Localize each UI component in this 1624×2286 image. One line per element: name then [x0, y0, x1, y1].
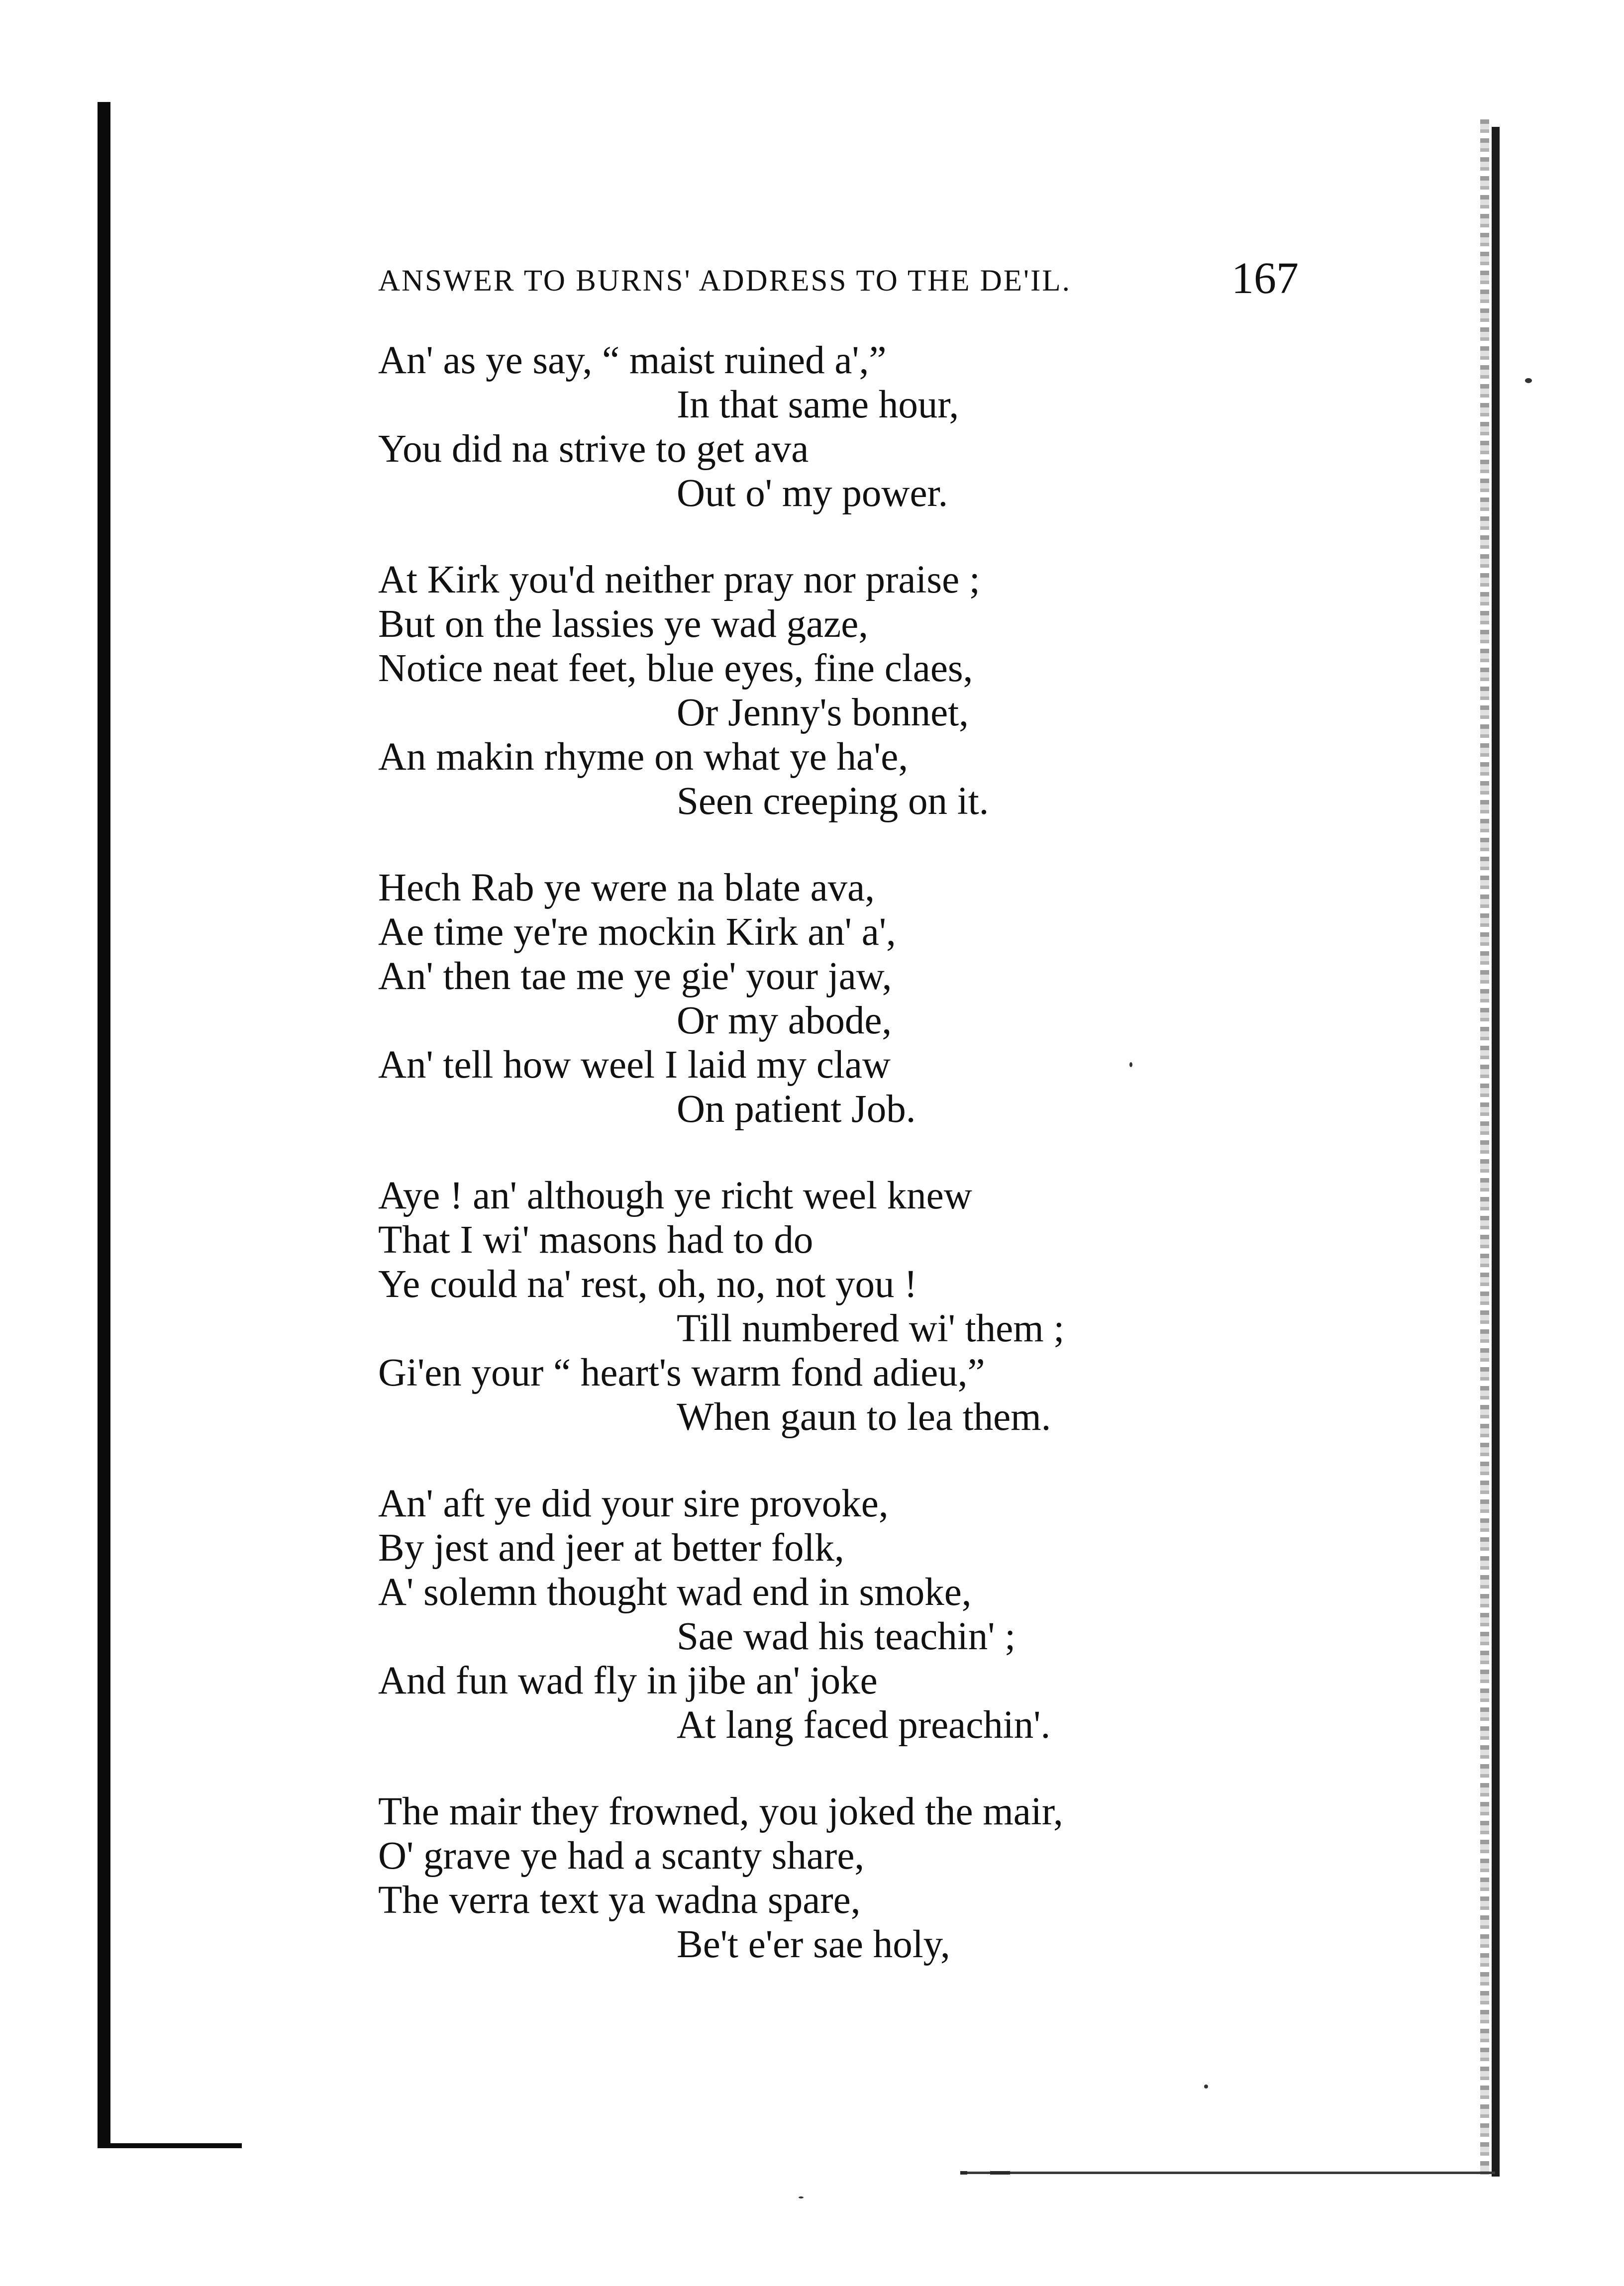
stanza: [378, 1174, 1473, 1439]
stanza: [378, 558, 1473, 823]
stanza: [378, 866, 1473, 1131]
poem-line: And fun wad fly in jibe an' joke: [378, 1659, 878, 1702]
poem-line: Ye could na' rest, oh, no, not you !: [378, 1263, 917, 1306]
poem-line: Sae wad his teachin' ;: [677, 1615, 1016, 1658]
poem-line: Be't e'er sae holy,: [677, 1923, 950, 1966]
page-gutter-shadow: [1480, 119, 1489, 2179]
poem-line: Seen creeping on it.: [677, 780, 989, 823]
poem-line: An makin rhyme on what ye ha'e,: [378, 735, 909, 779]
poem-line: Or Jenny's bonnet,: [677, 691, 969, 734]
poem-line: Notice neat feet, blue eyes, fine claes,: [378, 647, 973, 690]
poem-line: When gaun to lea them.: [677, 1395, 1051, 1439]
poem-line: Till numbered wi' them ;: [677, 1307, 1065, 1350]
print-speck: [1204, 2085, 1208, 2088]
page-number: 167: [1231, 254, 1299, 303]
poem-line: An' tell how weel I laid my claw: [378, 1043, 891, 1087]
poem-line: O' grave ye had a scanty share,: [378, 1834, 865, 1878]
poem-line: At Kirk you'd neither pray nor praise ;: [378, 558, 980, 601]
poem-line: The verra text ya wadna spare,: [378, 1879, 861, 1922]
poem-line: Out o' my power.: [677, 472, 948, 515]
poem-line: You did na strive to get ava: [378, 427, 809, 471]
page-edge-bottom-rule: [963, 2172, 1495, 2174]
poem-line: An' aft ye did your sire provoke,: [378, 1482, 889, 1525]
poem-line: Ae time ye're mockin Kirk an' a',: [378, 910, 896, 954]
poem-line: An' then tae me ye gie' your jaw,: [378, 955, 892, 998]
page-edge-left-foot: [98, 2143, 242, 2148]
poem-line: That I wi' masons had to do: [378, 1218, 813, 1262]
print-speck: [799, 2196, 804, 2198]
poem-line: An' as ye say, “ maist ruined a',”: [378, 339, 887, 382]
poem-line: On patient Job.: [677, 1088, 916, 1131]
poem-line: Hech Rab ye were na blate ava,: [378, 866, 875, 909]
poem-body: [378, 338, 1473, 2009]
page-edge-left-rule: [98, 102, 110, 2144]
poem-line: A' solemn thought wad end in smoke,: [378, 1571, 972, 1614]
page-edge-dash: [960, 2171, 967, 2175]
poem-line: The mair they frowned, you joked the mair,: [378, 1790, 1063, 1833]
poem-line: Aye ! an' although ye richt weel knew: [378, 1174, 972, 1217]
page-edge-right-rule: [1492, 127, 1500, 2177]
poem-line: By jest and jeer at better folk,: [378, 1526, 844, 1570]
poem-line: But on the lassies ye wad gaze,: [378, 602, 869, 646]
stanza: [378, 1789, 1473, 1967]
stanza: [378, 338, 1473, 515]
poem-line: In that same hour,: [677, 383, 959, 426]
poem-line: Gi'en your “ heart's warm fond adieu,”: [378, 1351, 985, 1394]
running-header: ANSWER TO BURNS' ADDRESS TO THE DE'IL.: [378, 264, 1071, 298]
print-speck: [1525, 378, 1532, 383]
poem-line: At lang faced preachin'.: [677, 1703, 1051, 1747]
stanza: [378, 1482, 1473, 1747]
page-edge-dash: [990, 2171, 1010, 2175]
poem-line: Or my abode,: [677, 999, 892, 1042]
